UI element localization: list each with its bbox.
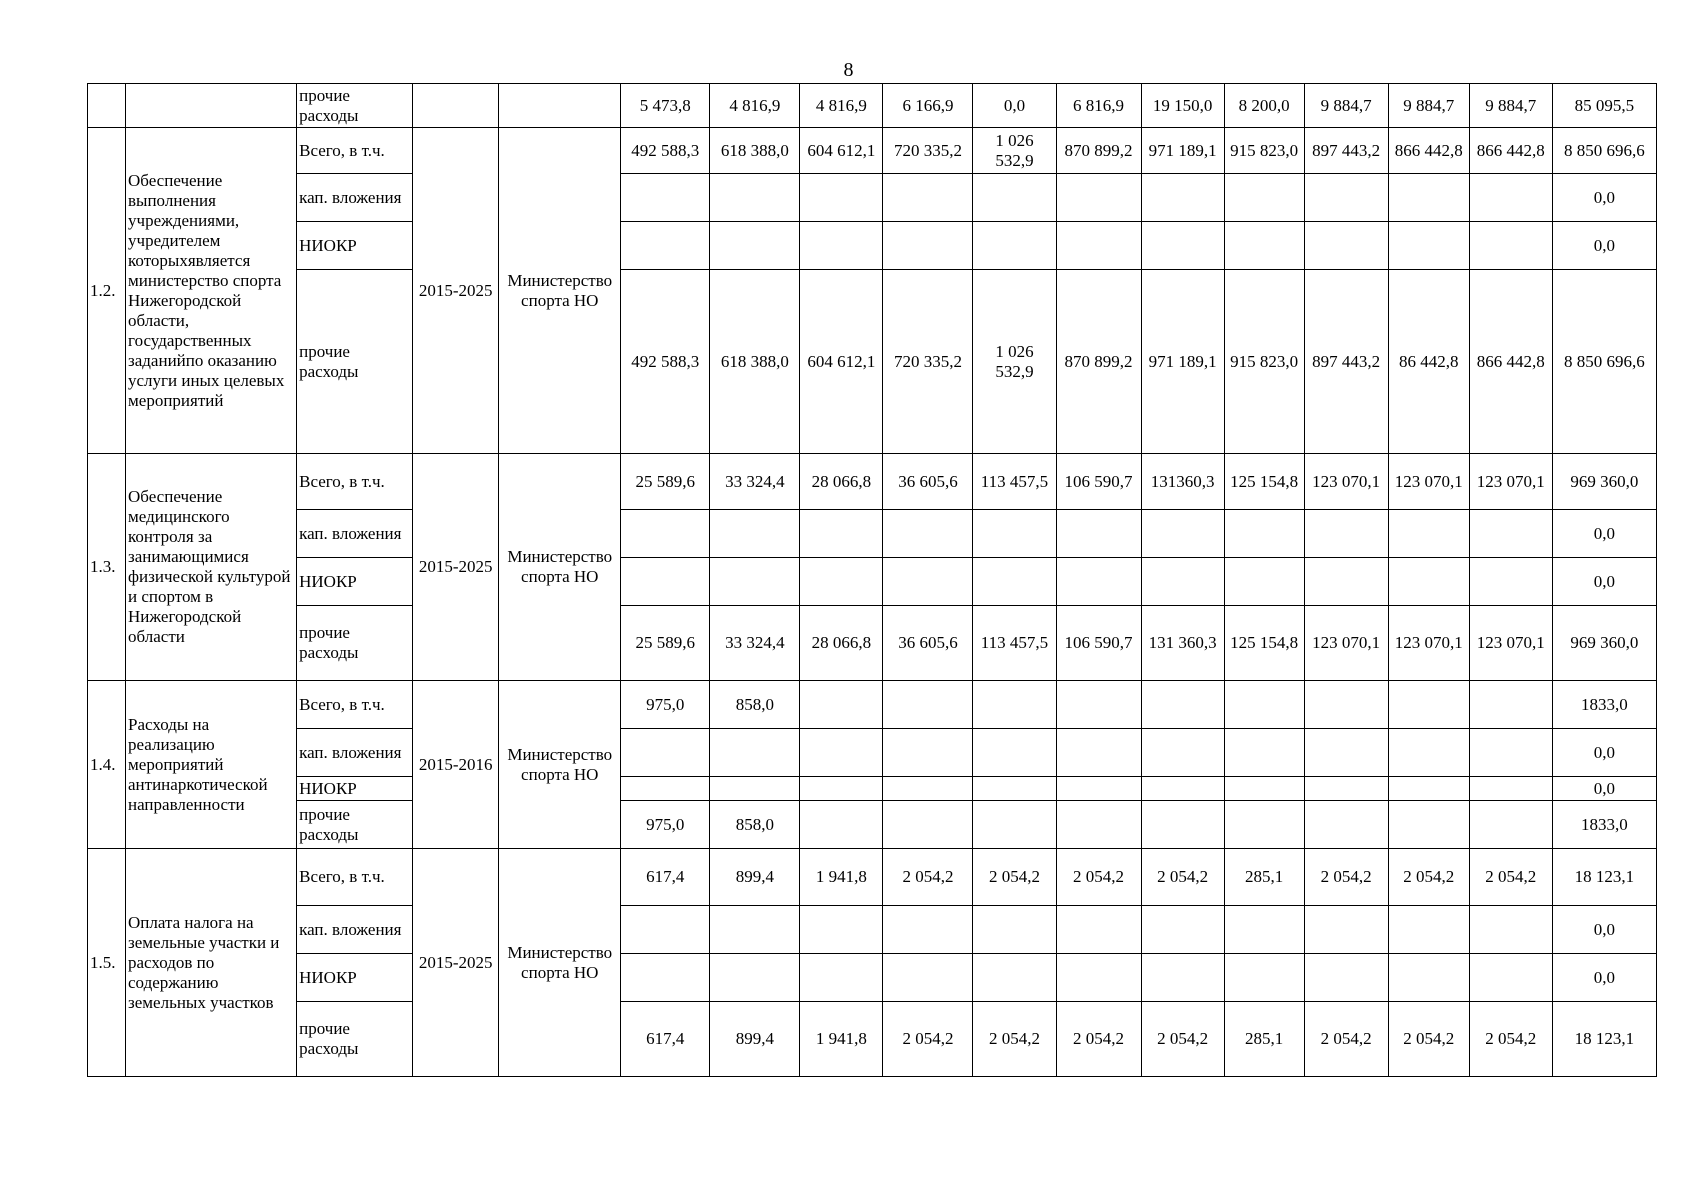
value-cell: 1 026 532,9 [973, 128, 1056, 174]
value-cell [883, 174, 973, 222]
value-cell: 897 443,2 [1304, 128, 1388, 174]
value-cell [1388, 777, 1469, 801]
value-cell [1469, 681, 1552, 729]
section-number: 1.4. [88, 681, 126, 849]
section-title: Расходы на реализацию мероприятий антинаркотической направленности [126, 681, 297, 849]
value-cell: 123 070,1 [1388, 606, 1469, 681]
value-cell: 2 054,2 [883, 1002, 973, 1077]
value-cell [1469, 906, 1552, 954]
table-row [88, 729, 1657, 777]
description-cell [126, 84, 297, 128]
value-cell [1141, 801, 1224, 849]
executor-cell: Министерство спорта НО [499, 454, 621, 681]
value-cell [1224, 729, 1304, 777]
value-cell: 0,0 [1552, 954, 1656, 1002]
value-cell [883, 801, 973, 849]
value-cell: 131360,3 [1141, 454, 1224, 510]
value-cell [1056, 777, 1141, 801]
value-cell [1304, 906, 1388, 954]
value-cell: 2 054,2 [1388, 849, 1469, 906]
value-cell [1388, 801, 1469, 849]
section-title: Оплата налога на земельные участки и расходов по содержанию земельных участков [126, 849, 297, 1077]
value-cell [883, 954, 973, 1002]
value-cell: 866 442,8 [1469, 128, 1552, 174]
table-row [88, 510, 1657, 558]
value-cell [710, 558, 800, 606]
expense-type-cell: Всего, в т.ч. [297, 849, 413, 906]
value-cell [621, 777, 710, 801]
value-cell: 1 941,8 [800, 849, 883, 906]
value-cell: 858,0 [710, 681, 800, 729]
value-cell: 28 066,8 [800, 606, 883, 681]
value-cell [1224, 681, 1304, 729]
value-cell [1224, 558, 1304, 606]
value-cell [621, 729, 710, 777]
value-cell: 28 066,8 [800, 454, 883, 510]
value-cell [883, 906, 973, 954]
expense-type-cell: Всего, в т.ч. [297, 454, 413, 510]
value-cell: 1833,0 [1552, 681, 1656, 729]
table-row [88, 681, 1657, 729]
value-cell [1304, 777, 1388, 801]
table-row [88, 128, 1657, 174]
value-cell [1224, 222, 1304, 270]
value-cell [1141, 681, 1224, 729]
value-cell [1304, 510, 1388, 558]
value-cell [621, 954, 710, 1002]
value-cell: 617,4 [621, 849, 710, 906]
value-cell [1056, 510, 1141, 558]
value-cell [1388, 681, 1469, 729]
table-row [88, 454, 1657, 510]
value-cell [883, 510, 973, 558]
value-cell [1056, 906, 1141, 954]
value-cell: 36 605,6 [883, 454, 973, 510]
value-cell: 899,4 [710, 849, 800, 906]
value-cell [800, 174, 883, 222]
value-cell: 0,0 [1552, 174, 1656, 222]
value-cell [973, 222, 1056, 270]
value-cell: 618 388,0 [710, 128, 800, 174]
value-cell [1469, 174, 1552, 222]
value-cell [1224, 777, 1304, 801]
value-cell: 18 123,1 [1552, 849, 1656, 906]
value-cell: 5 473,8 [621, 84, 710, 128]
value-cell [800, 729, 883, 777]
value-cell [1141, 222, 1224, 270]
value-cell: 9 884,7 [1469, 84, 1552, 128]
value-cell: 0,0 [1552, 777, 1656, 801]
value-cell [1141, 777, 1224, 801]
value-cell: 604 612,1 [800, 128, 883, 174]
value-cell: 2 054,2 [1304, 849, 1388, 906]
section-number: 1.5. [88, 849, 126, 1077]
value-cell [883, 729, 973, 777]
value-cell: 0,0 [1552, 558, 1656, 606]
value-cell: 106 590,7 [1056, 606, 1141, 681]
value-cell: 2 054,2 [1388, 1002, 1469, 1077]
value-cell [1141, 174, 1224, 222]
period-cell: 2015-2016 [413, 681, 499, 849]
page-number: 8 [843, 59, 854, 81]
table-row [88, 174, 1657, 222]
expense-type-cell: Всего, в т.ч. [297, 128, 413, 174]
value-cell [883, 777, 973, 801]
value-cell [973, 729, 1056, 777]
value-cell [883, 222, 973, 270]
value-cell [1388, 729, 1469, 777]
value-cell [1469, 801, 1552, 849]
value-cell [621, 906, 710, 954]
value-cell [1304, 801, 1388, 849]
value-cell [973, 777, 1056, 801]
value-cell [800, 222, 883, 270]
table-row [88, 849, 1657, 906]
value-cell: 18 123,1 [1552, 1002, 1656, 1077]
value-cell [973, 801, 1056, 849]
value-cell: 2 054,2 [1056, 1002, 1141, 1077]
executor-cell: Министерство спорта НО [499, 849, 621, 1077]
executor-cell: Министерство спорта НО [499, 681, 621, 849]
period-cell: 2015-2025 [413, 128, 499, 454]
value-cell [621, 510, 710, 558]
value-cell: 492 588,3 [621, 270, 710, 454]
value-cell: 899,4 [710, 1002, 800, 1077]
value-cell: 2 054,2 [973, 849, 1056, 906]
value-cell [1388, 558, 1469, 606]
table-row [88, 558, 1657, 606]
value-cell: 2 054,2 [973, 1002, 1056, 1077]
budget-table [87, 83, 1657, 1077]
expense-type-cell: НИОКР [297, 954, 413, 1002]
expense-type-cell: прочие расходы [297, 606, 413, 681]
value-cell: 123 070,1 [1469, 454, 1552, 510]
value-cell: 113 457,5 [973, 606, 1056, 681]
executor-cell: Министерство спорта НО [499, 128, 621, 454]
value-cell: 0,0 [1552, 729, 1656, 777]
table-row [88, 270, 1657, 454]
value-cell: 1 941,8 [800, 1002, 883, 1077]
value-cell [800, 801, 883, 849]
value-cell [710, 729, 800, 777]
value-cell [800, 906, 883, 954]
value-cell: 870 899,2 [1056, 270, 1141, 454]
value-cell [1224, 174, 1304, 222]
expense-type-cell: прочие расходы [297, 1002, 413, 1077]
value-cell: 33 324,4 [710, 606, 800, 681]
value-cell: 285,1 [1224, 849, 1304, 906]
index-cell [88, 84, 126, 128]
value-cell: 25 589,6 [621, 454, 710, 510]
period-cell [413, 84, 499, 128]
value-cell: 0,0 [1552, 510, 1656, 558]
value-cell: 858,0 [710, 801, 800, 849]
value-cell [973, 558, 1056, 606]
value-cell: 1833,0 [1552, 801, 1656, 849]
value-cell [1056, 954, 1141, 1002]
value-cell [1224, 954, 1304, 1002]
value-cell [973, 906, 1056, 954]
value-cell: 8 850 696,6 [1552, 128, 1656, 174]
value-cell: 123 070,1 [1304, 454, 1388, 510]
expense-type-cell: кап. вложения [297, 510, 413, 558]
value-cell: 618 388,0 [710, 270, 800, 454]
value-cell: 2 054,2 [1141, 849, 1224, 906]
expense-type-cell: Всего, в т.ч. [297, 681, 413, 729]
section-number: 1.3. [88, 454, 126, 681]
value-cell: 975,0 [621, 681, 710, 729]
value-cell: 106 590,7 [1056, 454, 1141, 510]
expense-type-cell: НИОКР [297, 777, 413, 801]
value-cell [800, 558, 883, 606]
value-cell: 915 823,0 [1224, 128, 1304, 174]
value-cell [1304, 729, 1388, 777]
value-cell [1469, 777, 1552, 801]
table-row [88, 1002, 1657, 1077]
expense-type-cell: НИОКР [297, 222, 413, 270]
value-cell [1224, 510, 1304, 558]
value-cell [1141, 558, 1224, 606]
value-cell [1469, 222, 1552, 270]
value-cell: 6 816,9 [1056, 84, 1141, 128]
value-cell [800, 681, 883, 729]
value-cell: 969 360,0 [1552, 606, 1656, 681]
expense-type-cell: кап. вложения [297, 174, 413, 222]
expense-type-cell: НИОКР [297, 558, 413, 606]
value-cell [1224, 906, 1304, 954]
value-cell [621, 222, 710, 270]
value-cell: 866 442,8 [1388, 128, 1469, 174]
value-cell: 2 054,2 [1469, 849, 1552, 906]
value-cell [621, 558, 710, 606]
value-cell: 25 589,6 [621, 606, 710, 681]
value-cell [1304, 954, 1388, 1002]
value-cell [800, 954, 883, 1002]
period-cell: 2015-2025 [413, 849, 499, 1077]
value-cell [1469, 729, 1552, 777]
value-cell [973, 681, 1056, 729]
value-cell: 113 457,5 [973, 454, 1056, 510]
value-cell: 125 154,8 [1224, 454, 1304, 510]
value-cell: 971 189,1 [1141, 128, 1224, 174]
value-cell [1141, 906, 1224, 954]
value-cell: 4 816,9 [800, 84, 883, 128]
value-cell [973, 174, 1056, 222]
value-cell [710, 954, 800, 1002]
value-cell [1141, 510, 1224, 558]
expense-type-cell: прочие расходы [297, 270, 413, 454]
value-cell: 2 054,2 [1469, 1002, 1552, 1077]
expense-type-cell: прочие расходы [297, 801, 413, 849]
value-cell: 492 588,3 [621, 128, 710, 174]
value-cell [973, 954, 1056, 1002]
value-cell: 85 095,5 [1552, 84, 1656, 128]
value-cell [710, 510, 800, 558]
value-cell: 2 054,2 [1141, 1002, 1224, 1077]
expense-type-cell: кап. вложения [297, 906, 413, 954]
value-cell [1056, 174, 1141, 222]
value-cell: 866 442,8 [1469, 270, 1552, 454]
value-cell: 1 026 532,9 [973, 270, 1056, 454]
value-cell: 8 200,0 [1224, 84, 1304, 128]
value-cell: 617,4 [621, 1002, 710, 1077]
value-cell [1469, 558, 1552, 606]
value-cell: 870 899,2 [1056, 128, 1141, 174]
value-cell [710, 906, 800, 954]
value-cell [710, 777, 800, 801]
value-cell: 6 166,9 [883, 84, 973, 128]
value-cell [800, 510, 883, 558]
value-cell [1304, 222, 1388, 270]
executor-cell [499, 84, 621, 128]
value-cell: 604 612,1 [800, 270, 883, 454]
expense-type-cell: кап. вложения [297, 729, 413, 777]
value-cell: 33 324,4 [710, 454, 800, 510]
value-cell [1469, 954, 1552, 1002]
table-row [88, 906, 1657, 954]
value-cell [621, 174, 710, 222]
value-cell [1304, 681, 1388, 729]
value-cell [1056, 681, 1141, 729]
period-cell: 2015-2025 [413, 454, 499, 681]
value-cell: 86 442,8 [1388, 270, 1469, 454]
value-cell [1056, 558, 1141, 606]
value-cell [1388, 954, 1469, 1002]
value-cell [1141, 954, 1224, 1002]
value-cell: 975,0 [621, 801, 710, 849]
value-cell [1056, 801, 1141, 849]
value-cell: 125 154,8 [1224, 606, 1304, 681]
table-row [88, 84, 1657, 128]
value-cell: 8 850 696,6 [1552, 270, 1656, 454]
value-cell: 0,0 [1552, 906, 1656, 954]
value-cell: 0,0 [973, 84, 1056, 128]
value-cell [1141, 729, 1224, 777]
value-cell: 123 070,1 [1304, 606, 1388, 681]
value-cell [883, 558, 973, 606]
value-cell [1224, 801, 1304, 849]
value-cell: 2 054,2 [883, 849, 973, 906]
table-row [88, 222, 1657, 270]
value-cell: 897 443,2 [1304, 270, 1388, 454]
value-cell [883, 681, 973, 729]
table-row [88, 606, 1657, 681]
value-cell [973, 510, 1056, 558]
value-cell [1056, 729, 1141, 777]
value-cell: 720 335,2 [883, 128, 973, 174]
value-cell: 2 054,2 [1304, 1002, 1388, 1077]
value-cell: 720 335,2 [883, 270, 973, 454]
value-cell: 19 150,0 [1141, 84, 1224, 128]
value-cell [1388, 906, 1469, 954]
value-cell: 2 054,2 [1056, 849, 1141, 906]
section-title: Обеспечение выполнения учреждениями, учредителем которыхявляется министерство спорта Нижегородской области, государственных заданийпо оказанию услуги иных целевых мероприятий [126, 128, 297, 454]
value-cell [710, 222, 800, 270]
value-cell: 131 360,3 [1141, 606, 1224, 681]
value-cell: 915 823,0 [1224, 270, 1304, 454]
value-cell [800, 777, 883, 801]
value-cell [1388, 174, 1469, 222]
table-row [88, 777, 1657, 801]
value-cell: 4 816,9 [710, 84, 800, 128]
table-row [88, 954, 1657, 1002]
value-cell: 123 070,1 [1469, 606, 1552, 681]
value-cell [1056, 222, 1141, 270]
value-cell: 9 884,7 [1388, 84, 1469, 128]
value-cell: 36 605,6 [883, 606, 973, 681]
value-cell: 0,0 [1552, 222, 1656, 270]
value-cell: 971 189,1 [1141, 270, 1224, 454]
value-cell: 9 884,7 [1304, 84, 1388, 128]
value-cell [1304, 174, 1388, 222]
value-cell [710, 174, 800, 222]
section-title: Обеспечение медицинского контроля за занимающимися физической культурой и спортом в Нижегородской области [126, 454, 297, 681]
table-row [88, 801, 1657, 849]
section-number: 1.2. [88, 128, 126, 454]
value-cell [1388, 510, 1469, 558]
expense-type-cell: прочие расходы [297, 84, 413, 128]
value-cell [1388, 222, 1469, 270]
value-cell: 285,1 [1224, 1002, 1304, 1077]
value-cell [1304, 558, 1388, 606]
value-cell: 969 360,0 [1552, 454, 1656, 510]
value-cell [1469, 510, 1552, 558]
value-cell: 123 070,1 [1388, 454, 1469, 510]
